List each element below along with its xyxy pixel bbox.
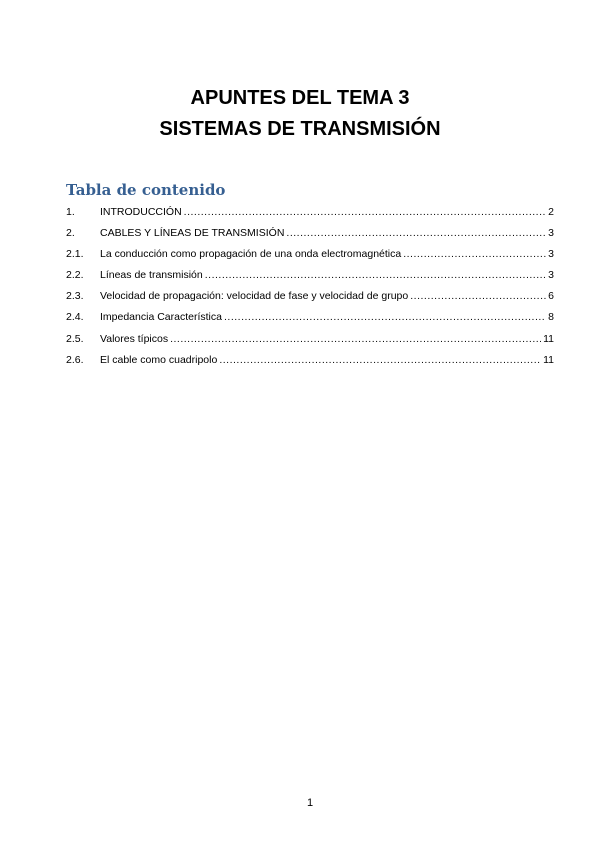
toc-entry[interactable] [66, 311, 554, 332]
toc-entry-number: 2.6. [66, 353, 84, 366]
toc-entry-page: 2 [548, 206, 554, 218]
toc-entry[interactable] [66, 227, 554, 248]
document-title-line-2: SISTEMAS DE TRANSMISIÓN [159, 118, 441, 140]
toc-entry-label[interactable]: CABLES Y LÍNEAS DE TRANSMISIÓN [100, 227, 285, 240]
toc-entry[interactable] [66, 248, 554, 269]
toc-entry-page: 3 [548, 248, 554, 261]
toc-entry-page: 6 [548, 290, 554, 303]
toc-entry-page: 8 [548, 311, 554, 324]
document-title-line-1: APUNTES DEL TEMA 3 [190, 87, 410, 109]
toc-entry[interactable] [66, 206, 554, 227]
toc-entry-label[interactable]: Valores típicos [100, 332, 169, 345]
toc-entry-number: 2.2. [66, 269, 84, 282]
toc-entry-page: 11 [543, 353, 554, 366]
toc-entry-page: 3 [548, 269, 554, 282]
toc-entry-label[interactable]: Líneas de transmisión [100, 269, 203, 282]
toc-entry-label[interactable]: El cable como cuadripolo [100, 353, 218, 366]
toc-leader-dots [224, 311, 546, 323]
toc-entry[interactable] [66, 290, 554, 311]
toc-entry-label[interactable]: INTRODUCCIÓN [100, 206, 182, 218]
toc-entry-number: 2.5. [66, 332, 84, 345]
toc-entry[interactable] [66, 354, 554, 375]
toc-entry-page: 3 [548, 227, 554, 240]
toc-leader-dots [205, 269, 546, 281]
toc-leader-dots [410, 290, 546, 302]
toc-entry-label[interactable]: Impedancia Característica [100, 311, 222, 324]
page-number: 1 [306, 797, 314, 809]
table-of-contents [66, 206, 554, 375]
toc-entry-label[interactable]: Velocidad de propagación: velocidad de fase y velocidad de grupo [100, 290, 409, 303]
toc-entry[interactable] [66, 333, 554, 354]
toc-entry-page: 11 [543, 332, 554, 345]
toc-entry-number: 2.3. [66, 290, 84, 303]
toc-leader-dots [184, 206, 546, 218]
toc-entry-number: 2. [66, 227, 75, 240]
toc-entry-number: 1. [66, 206, 75, 218]
toc-heading: Tabla de contenido [66, 181, 226, 199]
toc-leader-dots [403, 248, 546, 260]
toc-entry[interactable] [66, 269, 554, 290]
toc-leader-dots [170, 333, 541, 345]
toc-entry-number: 2.4. [66, 311, 84, 324]
toc-leader-dots [286, 227, 546, 239]
toc-leader-dots [219, 354, 541, 366]
toc-entry-number: 2.1. [66, 248, 84, 261]
toc-entry-label[interactable]: La conducción como propagación de una onda electromagnética [100, 248, 402, 261]
